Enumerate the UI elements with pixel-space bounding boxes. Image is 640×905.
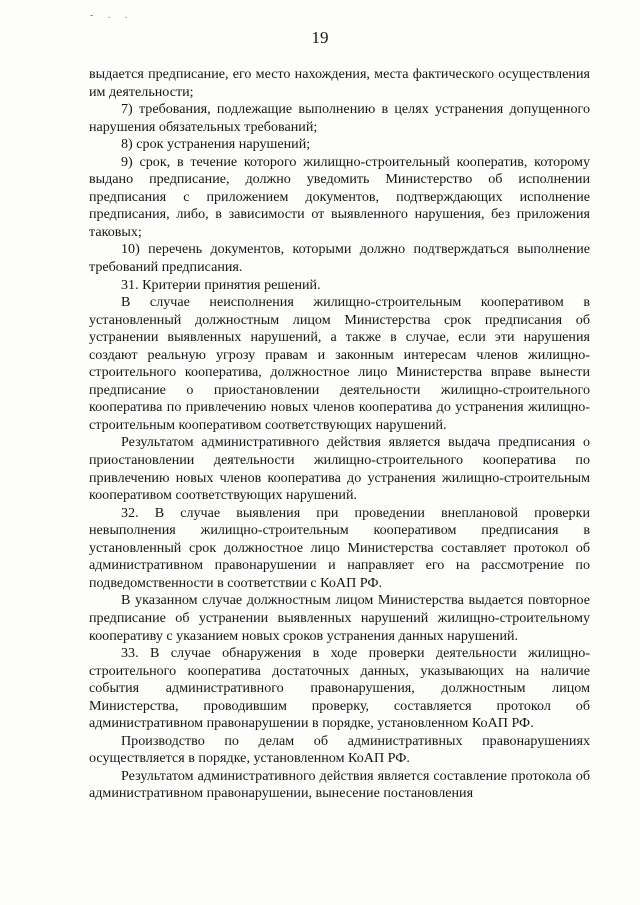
paragraph-31-body: В случае неисполнения жилищно-строительным кооперативом в установленный должностным лицом Министерства срок предписания об устранении выявленных нарушений, а также в случае, если эти нарушения создают реальную угрозу правам и законным интересам членов жилищно-строительного кооператива, должностное лицо Министерства вправе вынести предписание о приостановлении деятельности жилищно-строительного кооператива по привлечению новых членов кооператива до устранения жилищно-строительным кооперативом соответствующих нарушений. — [89, 294, 590, 433]
paragraph-32: 32. В случае выявления при проведении внеплановой проверки невыполнения жилищно-строительным кооперативом предписания в установленный срок должностное лицо Министерства составляет протокол об административном правонарушении и направляет его на рассмотрение по подведомственности в соответствии с КоАП РФ. — [89, 504, 590, 591]
paragraph-33: 33. В случае обнаружения в ходе проверки деятельности жилищно-строительного кооператива достаточных данных, указывающих на наличие события административного правонарушения, должностным лицом Министерства, проводившим проверку, составляется протокол об административном правонарушении в порядке, установленном КоАП РФ. — [89, 645, 590, 732]
section-heading-31: 31. Критерии принятия решений. — [121, 276, 321, 293]
paragraph-continuation: выдается предписание, его место нахождения, места фактического осуществления им деятельности; — [89, 66, 590, 100]
paragraph-proceedings: Производство по делам об административных правонарушениях осуществляется в порядке, установленном КоАП РФ. — [89, 732, 590, 767]
document-body — [89, 66, 590, 803]
paragraph-item-8: 8) срок устранения нарушений; — [121, 136, 311, 153]
paragraph-item-7: 7) требования, подлежащие выполнению в целях устранения допущенного нарушения обязательных требований; — [89, 101, 590, 135]
paragraph-32-repeat: В указанном случае должностным лицом Министерства выдается повторное предписание об устранении выявленных нарушений жилищно-строительному кооперативу с указанием новых сроков устранения данных нарушений. — [89, 592, 590, 644]
paragraph-31-result: Результатом административного действия является выдача предписания о приостановлении деятельности жилищно-строительного кооператива по привлечению новых членов кооператива до устранения жилищно-строительным кооперативом соответствующих нарушений. — [89, 434, 590, 504]
scan-marks: - . . — [90, 10, 134, 21]
paragraph-result: Результатом административного действия является составление протокола об административном правонарушении, вынесение постановления — [89, 767, 590, 802]
paragraph-item-10: 10) перечень документов, которыми должно подтверждаться выполнение требований предписания. — [89, 241, 590, 276]
page-number: 19 — [311, 28, 329, 47]
paragraph-item-9: 9) срок, в течение которого жилищно-строительный кооператив, которому выдано предписание, должно уведомить Министерство об исполнении предписания с приложением документов, подтверждающих исполнение предписания, либо, в зависимости от выявленного нарушения, без приложения таковых; — [89, 153, 590, 240]
